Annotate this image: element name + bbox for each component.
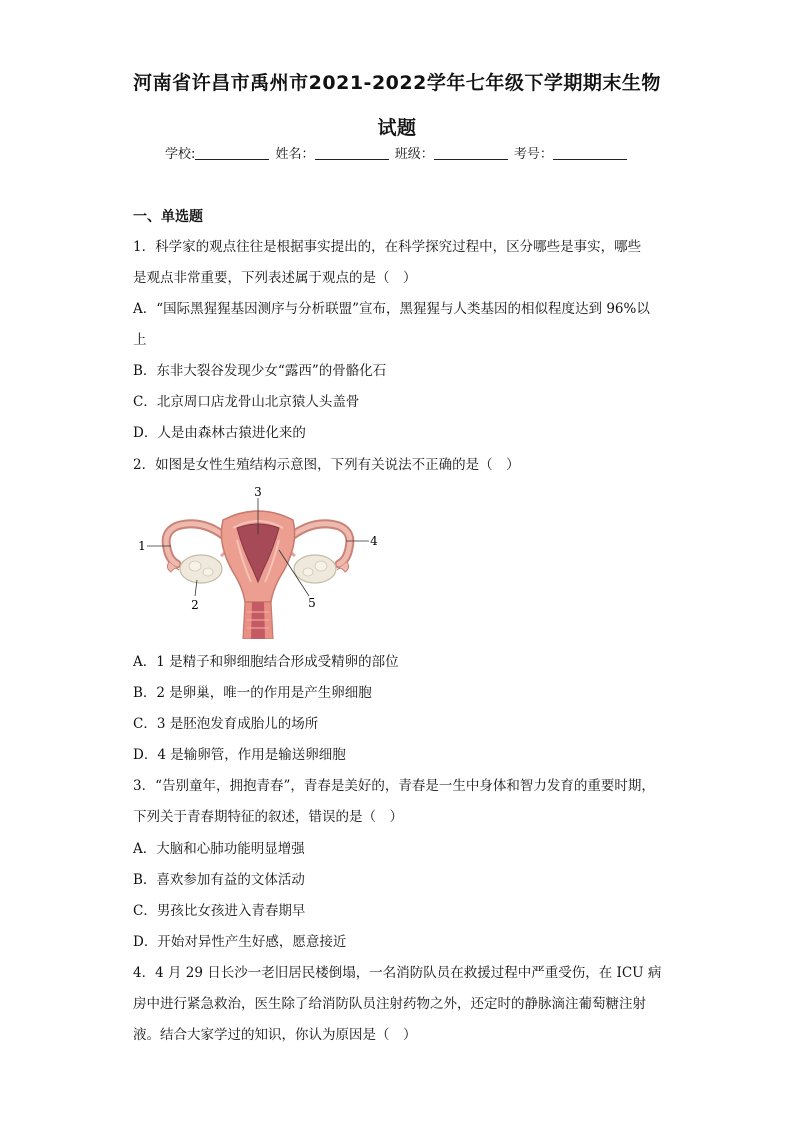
school-label: 学校:	[165, 147, 196, 162]
q3-option-a: A．大脑和心肺功能明显增强	[133, 841, 305, 857]
q4-stem-line1: 4．4 月 29 日长沙一老旧居民楼倒塌，一名消防队员在救援过程中严重受伤，在 ICU 病	[133, 965, 662, 981]
fig-label-3: 3	[254, 485, 262, 499]
q3-stem-line2: 下列关于青春期特征的叙述，错误的是（ ）	[133, 809, 403, 825]
fig-label-2: 2	[191, 598, 199, 612]
q1-option-a-line1: A．“国际黑猩猩基因测序与分析联盟”宣布，黑猩猩与人类基因的相似程度达到 96%以	[133, 301, 650, 317]
q1-option-c: C．北京周口店龙骨山北京猿人头盖骨	[133, 394, 360, 410]
q3-option-c: C．男孩比女孩进入青春期早	[133, 903, 306, 919]
q1-option-b: B．东非大裂谷发现少女“露西”的骨骼化石	[133, 363, 387, 379]
exam-title-line2: 试题	[377, 117, 417, 139]
number-label: 考号：	[513, 147, 553, 162]
fig-label-4: 4	[370, 534, 378, 548]
q4-stem-line3: 液。结合大家学过的知识，你认为原因是（ ）	[133, 1027, 417, 1043]
q2-stem: 2．如图是女性生殖结构示意图，下列有关说法不正确的是（ ）	[133, 457, 520, 473]
section-title: 一、单选题	[133, 209, 203, 225]
class-blank[interactable]	[434, 146, 508, 160]
q1-option-d: D．人是由森林古猿进化来的	[133, 425, 306, 441]
class-label: 班级：	[394, 147, 434, 162]
q2-option-c: C．3 是胚泡发育成胎儿的场所	[133, 716, 319, 732]
q1-stem-line2: 是观点非常重要，下列表述属于观点的是（ ）	[133, 270, 417, 286]
left-ovary	[180, 555, 222, 583]
q2-option-d: D．4 是输卵管，作用是输送卵细胞	[133, 747, 346, 763]
q1-option-a-line2: 上	[133, 332, 147, 348]
q3-stem-line1: 3．“告别童年，拥抱青春”，青春是美好的，青春是一生中身体和智力发育的重要时期，	[133, 778, 655, 794]
name-blank[interactable]	[315, 146, 389, 160]
fig-label-1: 1	[138, 539, 146, 553]
right-ovary	[294, 555, 336, 583]
number-blank[interactable]	[553, 146, 627, 160]
q3-option-b: B．喜欢参加有益的文体活动	[133, 872, 305, 888]
exam-title-line1: 河南省许昌市禹州市2021-2022学年七年级下学期期末生物	[133, 72, 661, 94]
q2-option-a: A．1 是精子和卵细胞结合形成受精卵的部位	[133, 654, 399, 670]
school-blank[interactable]	[195, 146, 269, 160]
q2-option-b: B．2 是卵巢，唯一的作用是产生卵细胞	[133, 685, 372, 701]
q4-stem-line2: 房中进行紧急救治，医生除了给消防队员注射药物之外，还定时的静脉滴注葡萄糖注射	[133, 996, 646, 1012]
q1-stem-line1: 1．科学家的观点往往是根据事实提出的，在科学探究过程中，区分哪些是事实，哪些	[133, 239, 642, 255]
q3-option-d: D．开始对异性产生好感，愿意接近	[133, 934, 347, 950]
name-label: 姓名：	[275, 147, 315, 162]
fig-label-5: 5	[308, 596, 316, 610]
female-reproductive-diagram	[133, 484, 383, 639]
student-info-row	[165, 143, 629, 162]
